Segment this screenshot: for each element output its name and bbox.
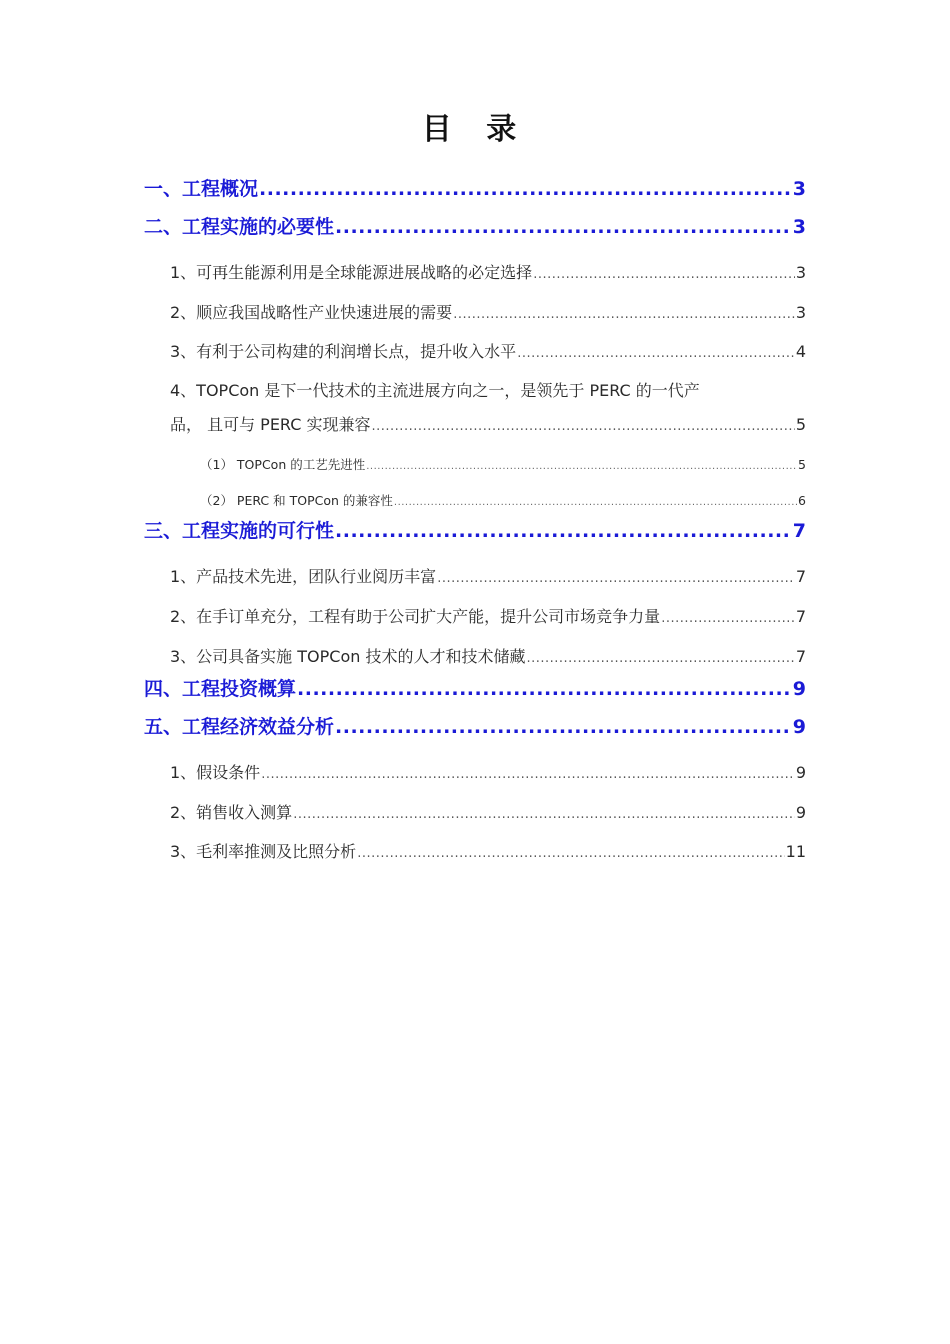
toc-page-number: 4: [795, 342, 806, 361]
leader-dots: [357, 846, 784, 861]
toc-entry-text: 3、公司具备实施 TOPCon 技术的人才和技术储藏: [170, 647, 526, 666]
toc-entry-section-1[interactable]: [144, 174, 806, 201]
leader-dots: [335, 216, 792, 238]
toc-entry-text: 1、产品技术先进，团队行业阅历丰富: [170, 567, 437, 586]
toc-page-number: 3: [792, 178, 806, 200]
toc-entry-text: 品， 且可与 PERC 实现兼容: [170, 415, 371, 434]
toc-entry-text: 三、工程实施的可行性: [144, 520, 335, 542]
toc-entry-2-4-2[interactable]: [200, 491, 806, 509]
toc-entry-text: 2、在手订单充分，工程有助于公司扩大产能，提升公司市场竞争力量: [170, 607, 661, 626]
toc-entry-2-2[interactable]: [170, 300, 806, 323]
toc-entry-5-2[interactable]: [170, 800, 806, 823]
toc-entry-text: 2、销售收入测算: [170, 803, 293, 822]
toc-entry-section-3[interactable]: [144, 516, 806, 543]
toc-title: 目 录: [421, 112, 529, 147]
leader-dots: [526, 651, 794, 666]
toc-entry-text: （2） PERC 和 TOPCon 的兼容性: [200, 493, 393, 508]
toc-entry-3-3[interactable]: [170, 644, 806, 667]
toc-entry-2-4-line1[interactable]: 4、TOPCon 是下一代技术的主流进展方向之一，是领先于 PERC 的一代产: [170, 381, 700, 400]
toc-entry-3-2[interactable]: [170, 604, 806, 627]
toc-entry-2-4[interactable]: [170, 412, 806, 435]
toc-page-number: 9: [792, 716, 806, 738]
toc-page-number: 3: [795, 263, 806, 282]
toc-entry-section-4[interactable]: [144, 674, 806, 701]
toc-entry-section-5[interactable]: [144, 712, 806, 739]
toc-page-number: 9: [792, 678, 806, 700]
leader-dots: [297, 678, 792, 700]
toc-page-number: 9: [795, 803, 806, 822]
leader-dots: [661, 611, 795, 626]
leader-dots: [261, 767, 795, 782]
leader-dots: [366, 461, 797, 472]
toc-entry-text: 一、工程概况: [144, 178, 259, 200]
toc-entry-3-1[interactable]: [170, 564, 806, 587]
toc-entry-text: 2、顺应我国战略性产业快速进展的需要: [170, 303, 453, 322]
leader-dots: [453, 307, 795, 322]
toc-page-number: 7: [792, 520, 806, 542]
toc-page-number: 9: [795, 763, 806, 782]
toc-entry-text: 五、工程经济效益分析: [144, 716, 335, 738]
toc-entry-2-4-1[interactable]: [200, 455, 806, 473]
toc-page-number: 5: [798, 457, 806, 472]
toc-page-number: 7: [795, 567, 806, 586]
leader-dots: [335, 716, 792, 738]
toc-entry-text: 四、工程投资概算: [144, 678, 297, 700]
leader-dots: [259, 178, 792, 200]
leader-dots: [533, 267, 795, 282]
toc-page-number: 7: [795, 647, 806, 666]
toc-entry-2-1[interactable]: [170, 260, 806, 283]
leader-dots: [517, 346, 795, 361]
toc-entry-text: 1、可再生能源利用是全球能源进展战略的必定选择: [170, 263, 533, 282]
leader-dots: [394, 497, 797, 508]
leader-dots: [335, 520, 792, 542]
toc-page-number: 7: [795, 607, 806, 626]
toc-entry-section-2[interactable]: [144, 212, 806, 239]
toc-entry-5-3[interactable]: [170, 839, 806, 862]
toc-entry-text: 二、工程实施的必要性: [144, 216, 335, 238]
toc-entry-5-1[interactable]: [170, 760, 806, 783]
toc-entry-text: 3、毛利率推测及比照分析: [170, 842, 357, 861]
toc-page-number: 3: [795, 303, 806, 322]
toc-entry-text: 1、假设条件: [170, 763, 261, 782]
toc-entry-2-3[interactable]: [170, 339, 806, 362]
toc-page-number: 6: [798, 493, 806, 508]
toc-page-number: 11: [785, 842, 806, 861]
toc-page-number: 5: [795, 415, 806, 434]
leader-dots: [372, 419, 795, 434]
toc-entry-text: （1） TOPCon 的工艺先进性: [200, 457, 366, 472]
toc-entry-text: 3、有利于公司构建的利润增长点，提升收入水平: [170, 342, 517, 361]
leader-dots: [293, 807, 795, 822]
leader-dots: [437, 571, 795, 586]
toc-page-number: 3: [792, 216, 806, 238]
